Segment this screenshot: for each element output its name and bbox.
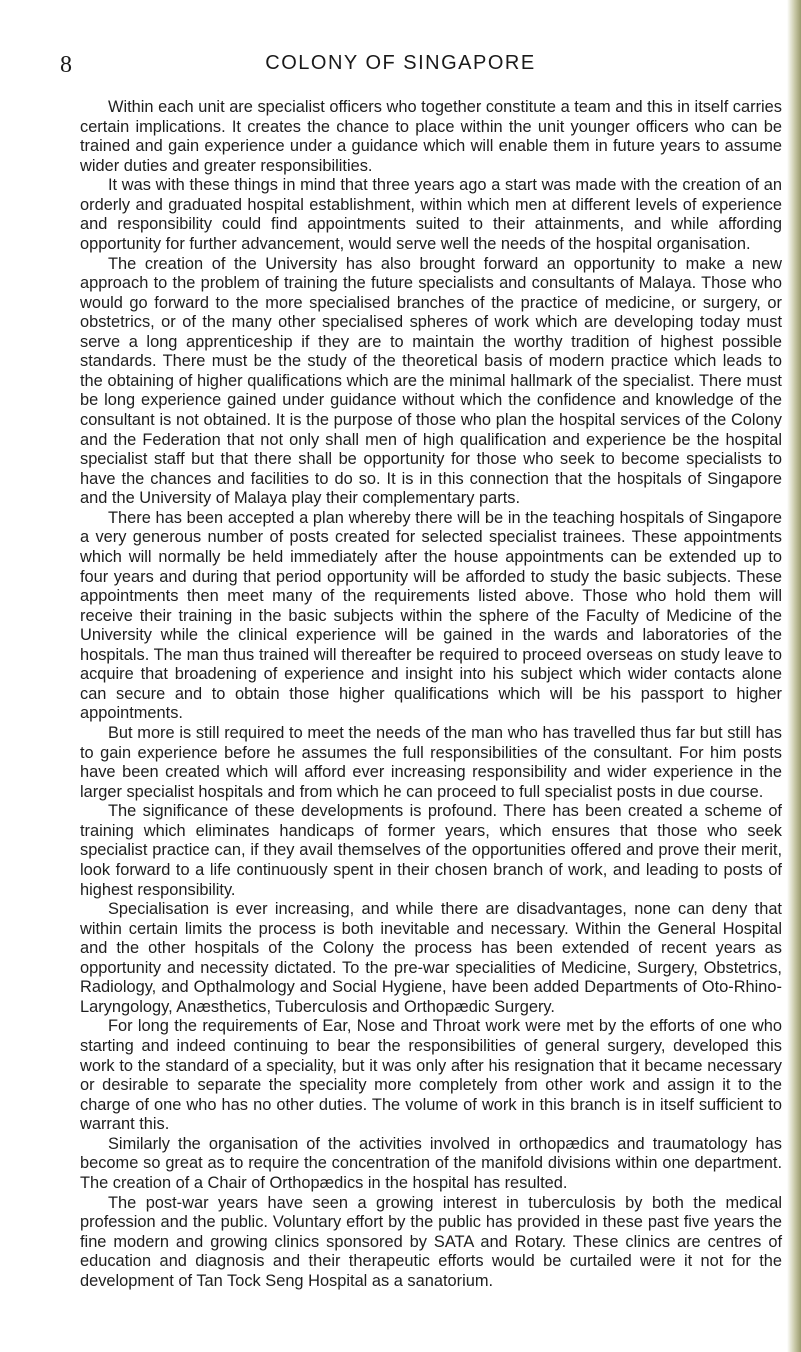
- paragraph: The post-war years have seen a growing interest in tuberculosis by both the medical profession and the public. Voluntary effort by the public has provided in these past five years the fine modern and growing clinics sponsored by SATA and Rotary. These clinics are centres of education and diagnosis and their therapeutic efforts would be curtailed were it not for the development of Tan Tock Seng Hospital as a sanatorium.: [80, 1193, 782, 1290]
- paragraph: It was with these things in mind that three years ago a start was made with the creation of an orderly and graduated hospital establishment, within which men at different levels of experience and responsibility could find appointments suited to their attainments, and while affording opportunity for further advancement, would serve well the needs of the hospital organisation.: [80, 176, 782, 253]
- paragraph: Similarly the organisation of the activities involved in orthopædics and traumatology has become so great as to require the concentration of the manifold divisions within one department. The creation of a Chair of Orthopædics in the hospital has resulted.: [80, 1134, 782, 1192]
- paragraph: The creation of the University has also brought forward an opportunity to make a new approach to the problem of training the future specialists and consultants of Malaya. Those who would go forward to the more specialised branches of the practice of medicine, or surgery, or obstetrics, or of the many other specialised spheres of work which are developing today must serve a long apprenticeship if they are to maintain the worthy tradition of highest possible standards. There must be the study of the theoretical basis of modern practice which leads to the obtaining of higher qualifications which are the minimal hallmark of the specialist. There must be long experience gained under guidance without which the confidence and knowledge of the consultant is not obtained. It is the purpose of those who plan the hospital services of the Colony and the Federation that not only shall men of high qualification and experience be the hospital specialist staff but that there shall be opportunity for those who seek to become specialists to have the chances and facilities to do so. It is in this connection that the hospitals of Singapore and the University of Malaya play their complementary parts.: [80, 254, 782, 508]
- paragraph: But more is still required to meet the needs of the man who has travelled thus far but still has to gain experience before he assumes the full responsibilities of the consultant. For him posts have been created which will afford ever increasing responsibility and wider experience in the larger specialist hospitals and from which he can proceed to full specialist posts in due course.: [80, 724, 782, 801]
- page-number: 8: [60, 52, 72, 78]
- page-edge-shadow: [787, 0, 801, 1352]
- body-text: [80, 98, 782, 1291]
- paragraph: Within each unit are specialist officers who together constitute a team and this in itself carries certain implications. It creates the chance to place within the unit younger officers who can be trained and gain experience under a guidance which will enable them in future years to assume wider duties and greater responsibilities.: [80, 98, 782, 175]
- paragraph: For long the requirements of Ear, Nose and Throat work were met by the efforts of one who starting and indeed continuing to bear the responsibilities of general surgery, developed this work to the standard of a speciality, but it was only after his resignation that it became necessary or desirable to separate the speciality more completely from other work and assign it to the charge of one who has no other duties. The volume of work in this branch is in itself sufficient to warrant this.: [80, 1017, 782, 1134]
- running-head: COLONY OF SINGAPORE: [265, 52, 536, 74]
- paragraph: The significance of these developments is profound. There has been created a scheme of training which eliminates handicaps of former years, which ensures that those who seek specialist practice can, if they avail themselves of the opportunities offered and prove their merit, look forward to a life continuously spent in their chosen branch of work, and leading to posts of highest responsibility.: [80, 802, 782, 899]
- paragraph: There has been accepted a plan whereby there will be in the teaching hospitals of Singapore a very generous number of posts created for selected specialist trainees. These appointments which will normally be held immediately after the house appointments can be extended up to four years and during that period opportunity will be afforded to study the basic subjects. These appointments then meet many of the requirements listed above. Those who hold them will receive their training in the basic subjects within the sphere of the Faculty of Medicine of the University while the clinical experience will be gained in the wards and laboratories of the hospitals. The man thus trained will thereafter be required to proceed overseas on study leave to acquire that broadening of experience and insight into his subject which wider contacts alone can secure and to obtain those higher qualifications which will be his passport to higher appointments.: [80, 508, 782, 723]
- paragraph: Specialisation is ever increasing, and while there are disadvantages, none can deny that within certain limits the process is both inevitable and necessary. Within the General Hospital and the other hospitals of the Colony the process has been extended of recent years as opportunity and necessity dictated. To the pre-war specialities of Medicine, Surgery, Obstetrics, Radiology, and Opthalmology and Social Hygiene, have been added Departments of Oto-Rhino-Laryngology, Anæsthetics, Tuberculosis and Orthopædic Surgery.: [80, 900, 782, 1016]
